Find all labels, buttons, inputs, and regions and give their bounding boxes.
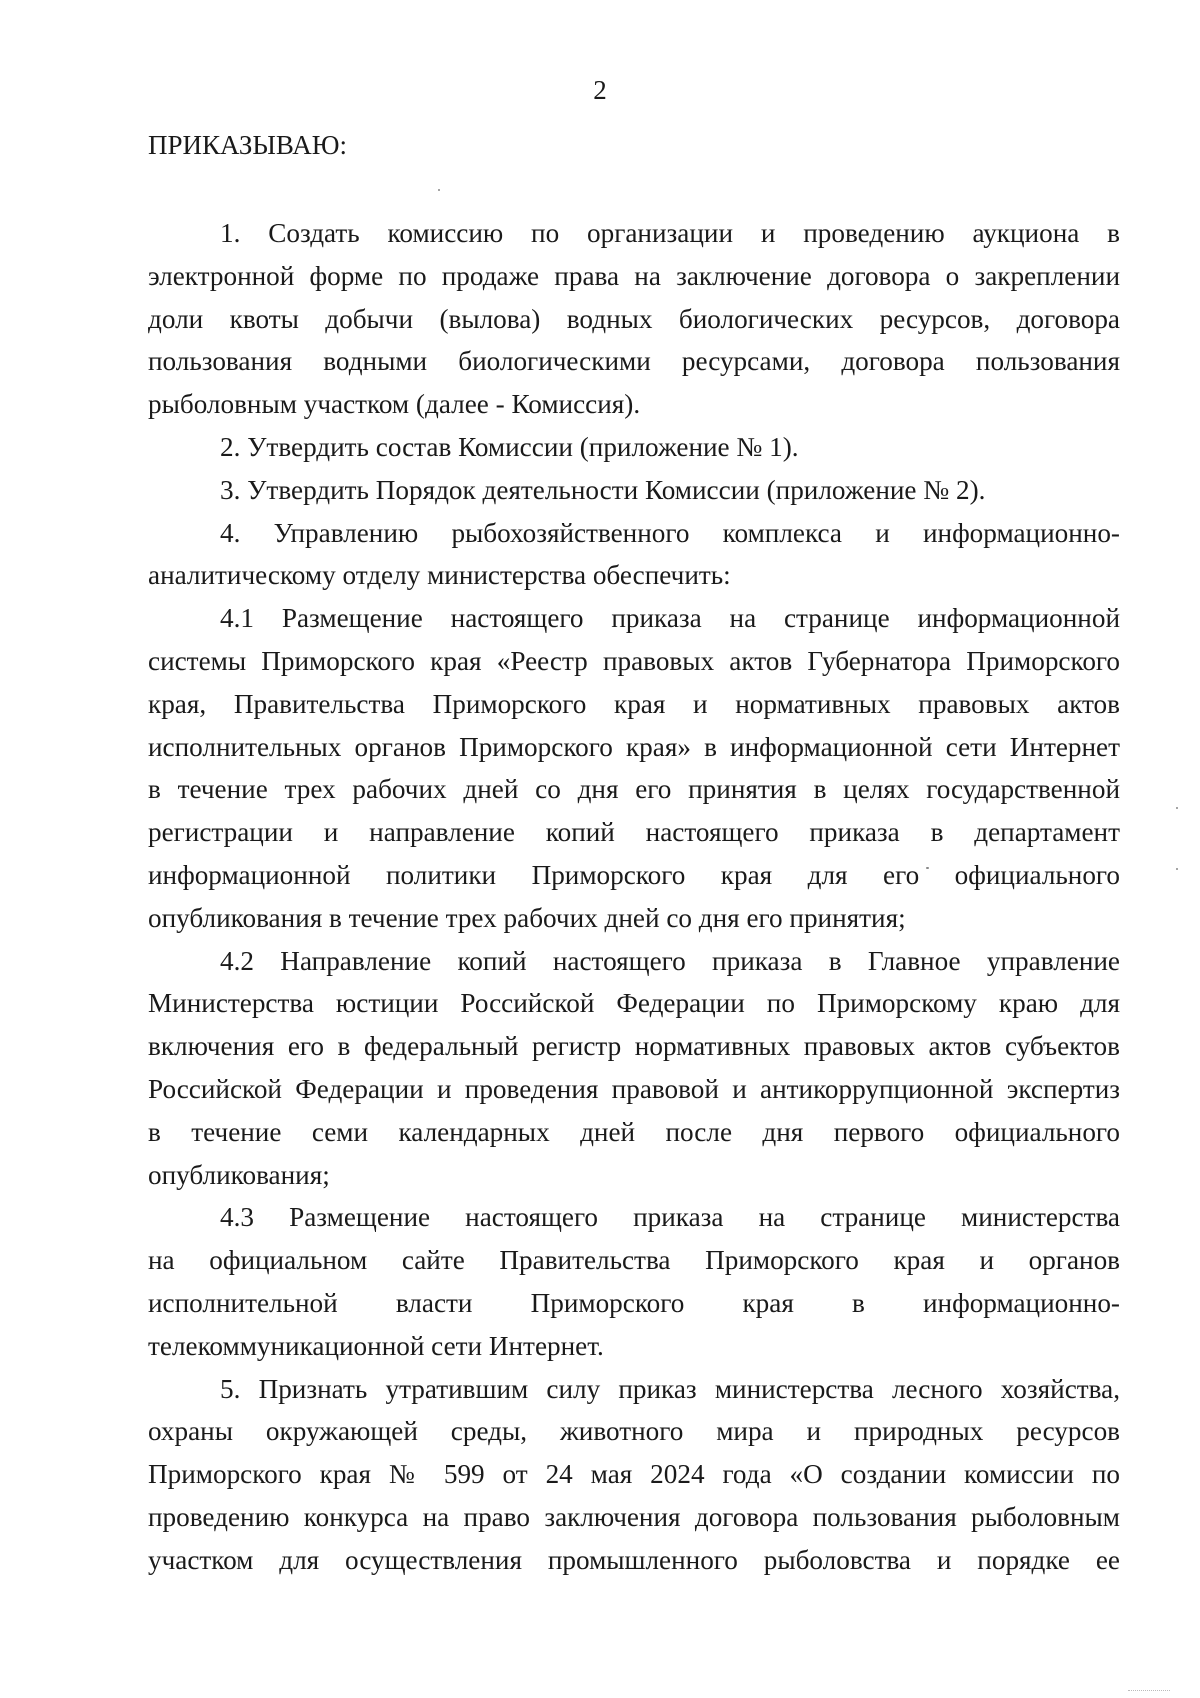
text-line: аналитическому отделу министерства обеспечить: [148,560,731,591]
text-line: телекоммуникационной сети Интернет. [148,1330,604,1361]
paragraph-1 [148,212,1120,426]
text-line: регистрации и направление копий настоящего приказа в департамент [148,817,1120,848]
paragraph-5 [148,1368,1120,1582]
paragraph-2 [148,426,1120,469]
text-line: 4.2 Направление копий настоящего приказа в Главное управление [220,945,1120,976]
scan-speck [1176,807,1178,809]
text-line: включения его в федеральный регистр нормативных правовых актов субъектов [148,1031,1120,1062]
text-line: Министерства юстиции Российской Федерации по Приморскому краю для [148,988,1120,1019]
paragraph-4-1 [148,597,1120,939]
text-line: Российской Федерации и проведения правовой и антикоррупционной экспертиз [148,1073,1120,1104]
text-line: 1. Создать комиссию по организации и проведению аукциона в [220,218,1120,248]
text-line: проведению конкурса на право заключения договора пользования рыболовным [148,1501,1120,1532]
text-line: системы Приморского края «Реестр правовых актов Губернатора Приморского [148,645,1120,676]
text-line: 4.3 Размещение настоящего приказа на странице министерства [220,1202,1120,1233]
paragraph-4-3 [148,1196,1120,1367]
text-line: в течение семи календарных дней после дня первого официального [148,1116,1120,1147]
order-heading: ПРИКАЗЫВАЮ: [148,130,347,160]
text-line: опубликования; [148,1159,330,1190]
paragraph-3 [148,469,1120,512]
text-line: пользования водными биологическими ресурсами, договора пользования [148,346,1120,377]
text-line: исполнительных органов Приморского края» в информационной сети Интернет [148,731,1120,762]
text-line: края, Правительства Приморского края и нормативных правовых актов [148,688,1120,719]
text-line: исполнительной власти Приморского края в информационно- [148,1287,1120,1318]
text-line: 5. Признать утратившим силу приказ министерства лесного хозяйства, [220,1373,1120,1404]
text-line: информационной политики Приморского края для его официального [148,859,1120,890]
text-line: участком для осуществления промышленного рыболовства и порядке ее [148,1544,1120,1575]
text-line: 4. Управлению рыбохозяйственного комплекса и информационно- [220,517,1120,548]
text-line: опубликования в течение трех рабочих дней со дня его принятия; [148,902,906,933]
text-line: 2. Утвердить состав Комиссии (приложение № 1). [220,431,799,462]
document-body [148,212,1120,1582]
scan-speck [1176,868,1178,870]
text-line: электронной форме по продаже права на заключение договора о закреплении [148,260,1120,291]
text-line: доли квоты добычи (вылова) водных биологических ресурсов, договора [148,303,1120,334]
text-line: на официальном сайте Правительства Приморского края и органов [148,1245,1120,1276]
page-number: 2 [593,75,607,105]
paragraph-4-2 [148,940,1120,1197]
paragraph-4 [148,512,1120,598]
text-line: рыболовным участком (далее - Комиссия). [148,389,641,420]
scan-mark [1128,1690,1170,1694]
text-line: Приморского края № 599 от 24 мая 2024 года «О создании комиссии по [148,1459,1120,1490]
text-line: в течение трех рабочих дней со дня его принятия в целях государственной [148,774,1120,805]
text-line: 3. Утвердить Порядок деятельности Комиссии (приложение № 2). [220,474,986,505]
text-line: охраны окружающей среды, животного мира и природных ресурсов [148,1416,1120,1447]
scan-speck [438,189,440,191]
text-line: 4.1 Размещение настоящего приказа на странице информационной [220,603,1120,634]
